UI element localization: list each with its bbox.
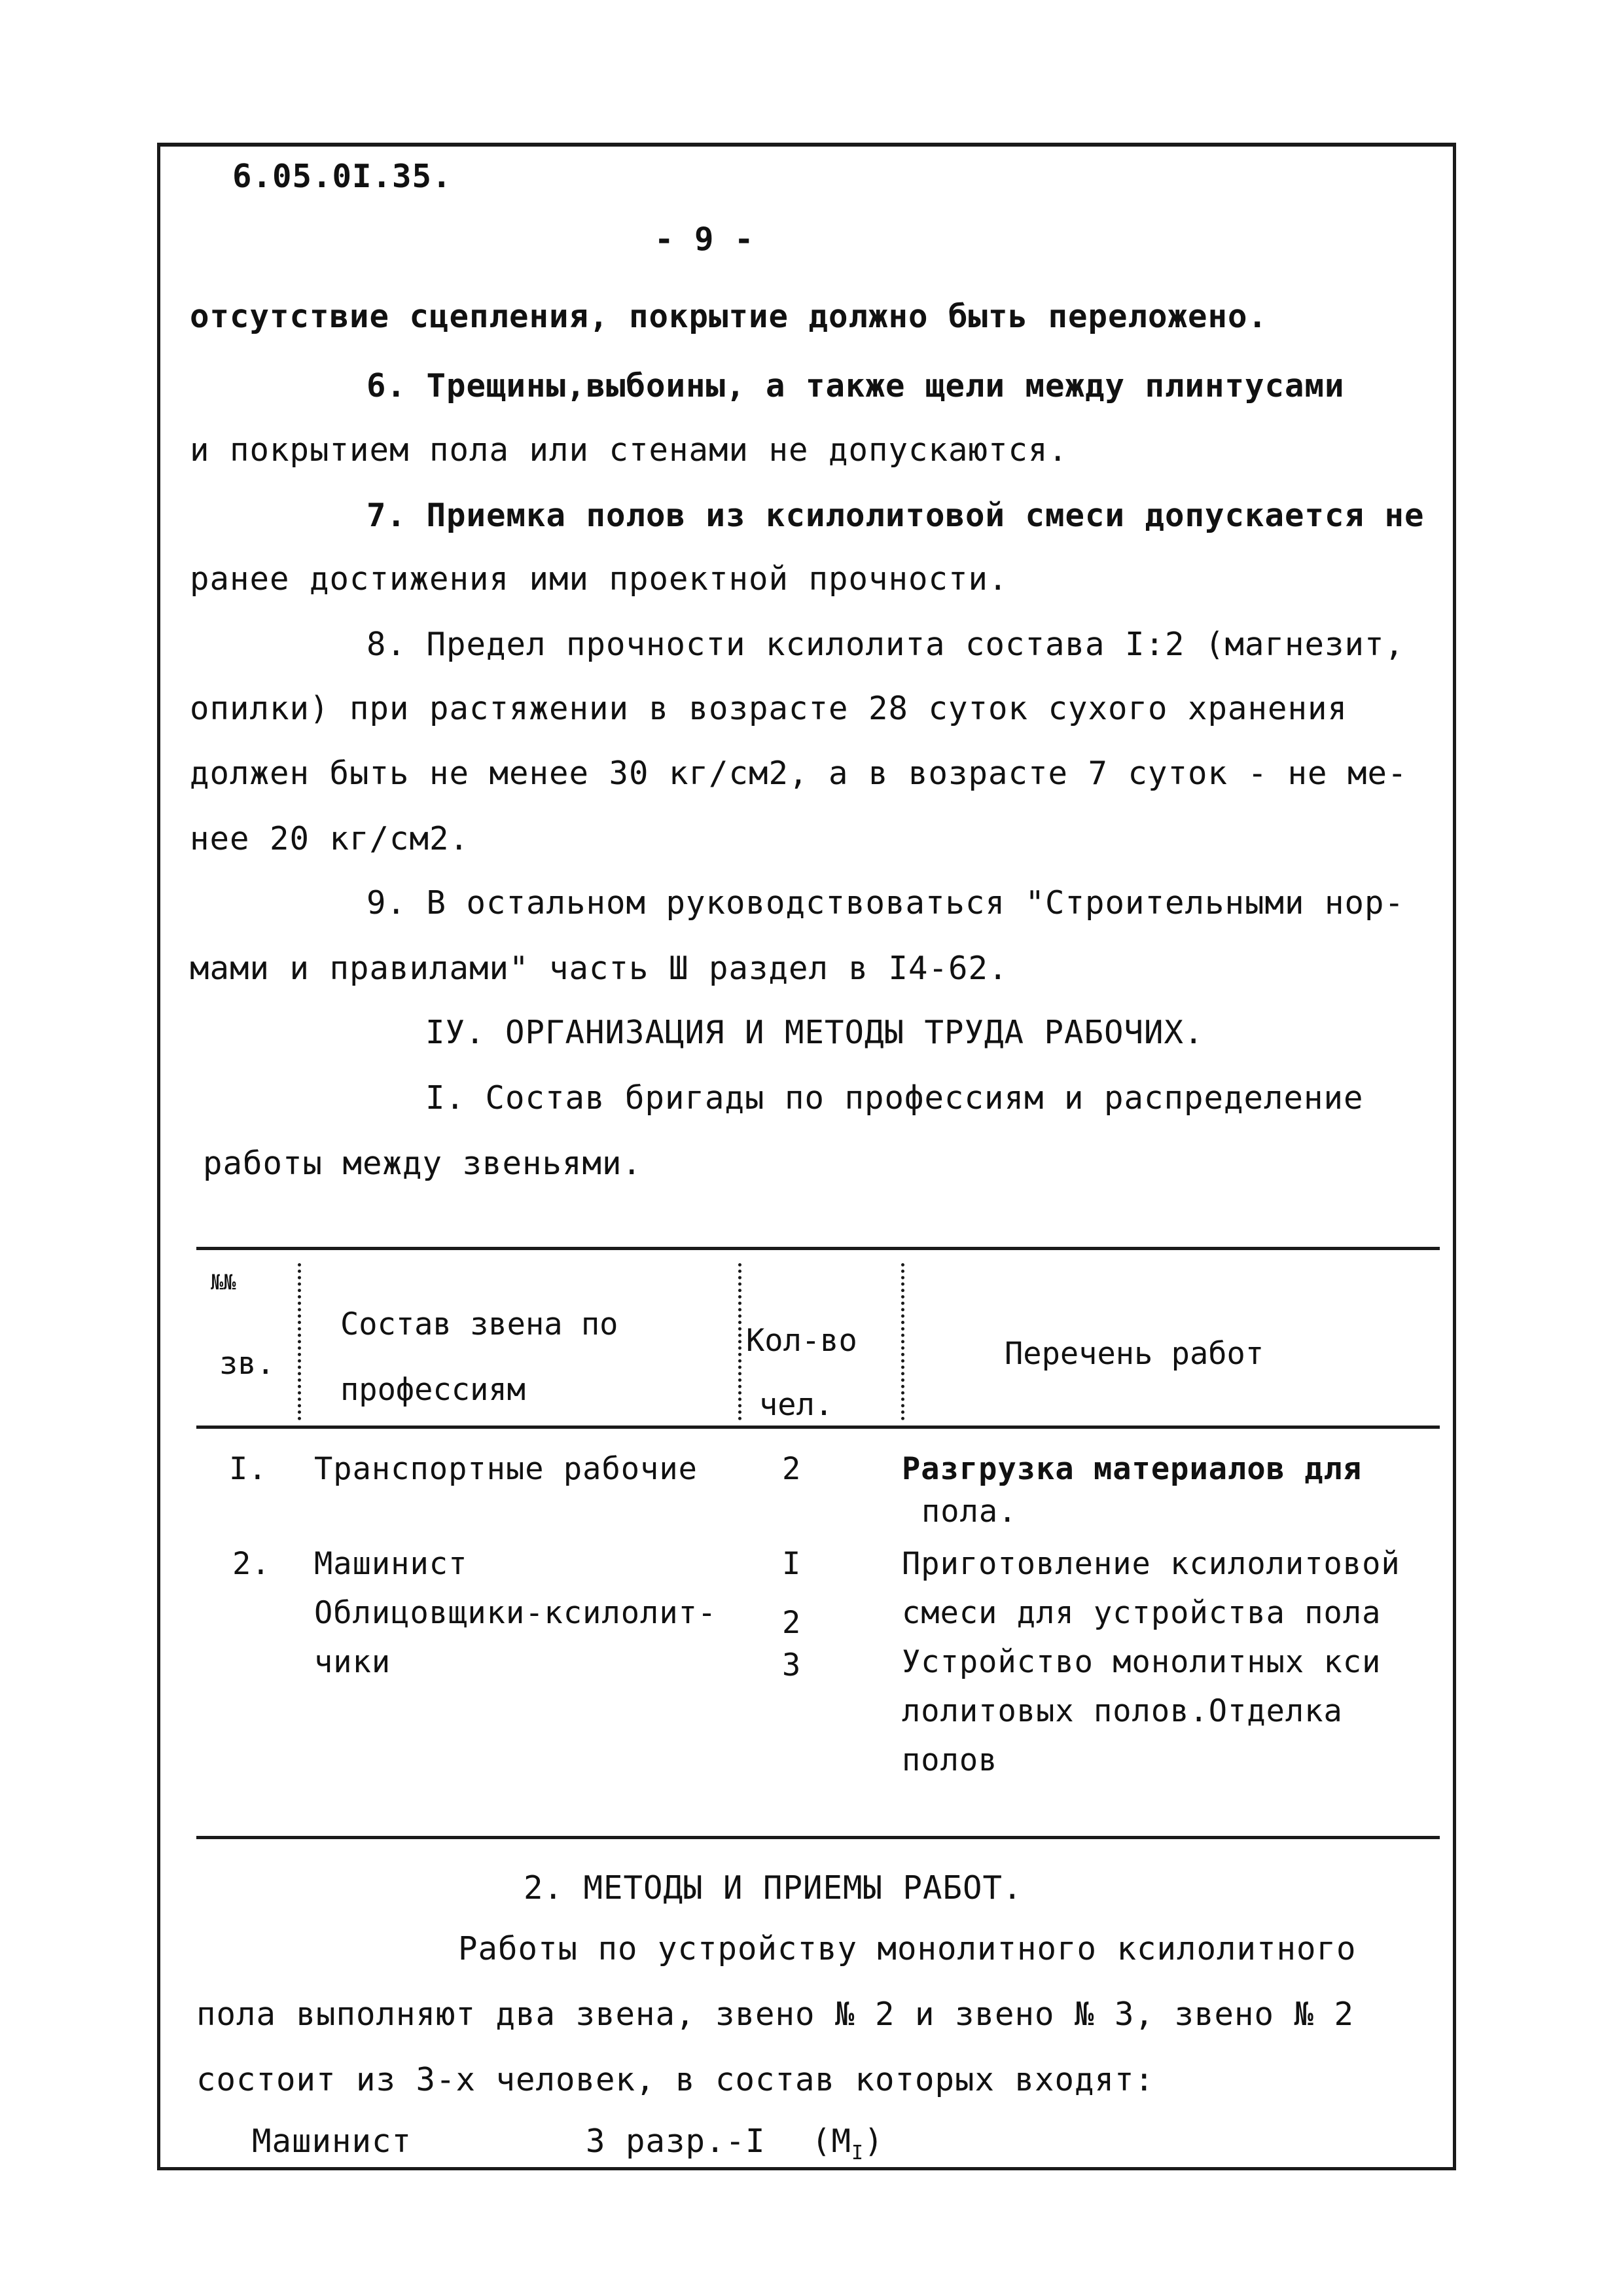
text-line: Машинист bbox=[252, 2123, 412, 2160]
table-cell-quantity: 2 bbox=[782, 1605, 802, 1641]
header-quantity: чел. bbox=[759, 1387, 834, 1423]
table-top-rule bbox=[196, 1247, 1440, 1250]
section-heading: IУ. ОРГАНИЗАЦИЯ И МЕТОДЫ ТРУДА РАБОЧИХ. bbox=[425, 1014, 1204, 1051]
table-cell-composition: Транспортные рабочие bbox=[314, 1451, 698, 1487]
header-number: №№ bbox=[211, 1270, 236, 1295]
table-cell-works: смеси для устройства пола bbox=[902, 1595, 1382, 1631]
text-line: должен быть не менее 30 кг/см2, а в возрасте 7 суток - не ме- bbox=[190, 755, 1408, 792]
worker-symbol bbox=[812, 2122, 884, 2173]
header-quantity: Кол-во bbox=[746, 1323, 857, 1359]
text-line: Работы по устройству монолитного ксилолитного bbox=[458, 1930, 1357, 1967]
table-cell-works: Устройство монолитных кси bbox=[902, 1644, 1382, 1680]
text-line: 8. Предел прочности ксилолита состава I:2 (магнезит, bbox=[366, 626, 1405, 663]
symbol-close: ) bbox=[864, 2123, 884, 2160]
text-line: 7. Приемка полов из ксилолитовой смеси допускается не bbox=[366, 497, 1425, 534]
table-cell-works: лолитовых полов.Отделка bbox=[902, 1693, 1343, 1729]
text-line: отсутствие сцепления, покрытие должно быть переложено. bbox=[190, 298, 1268, 335]
text-line: I. Состав бригады по профессиям и распределение bbox=[425, 1079, 1364, 1117]
column-divider bbox=[901, 1263, 904, 1420]
table-cell-works: Приготовление ксилолитовой bbox=[902, 1546, 1400, 1582]
header-composition: Состав звена по bbox=[340, 1306, 618, 1342]
text-line: работы между звеньями. bbox=[203, 1145, 643, 1182]
table-cell-works: полов bbox=[902, 1742, 998, 1778]
text-line: мами и правилами" часть Ш раздел в I4-62. bbox=[190, 950, 1008, 987]
text-line: ранее достижения ими проектной прочности. bbox=[190, 560, 1008, 598]
text-line: пола выполняют два звена, звено № 2 и звено № 3, звено № 2 bbox=[196, 1996, 1355, 2033]
table-cell-quantity: I bbox=[782, 1546, 802, 1582]
table-cell-works: Разгрузка материалов для bbox=[902, 1451, 1363, 1487]
text-line: 3 разр.-I bbox=[586, 2123, 766, 2160]
symbol-letter: (M bbox=[812, 2123, 852, 2160]
text-line: нее 20 кг/см2. bbox=[190, 820, 470, 857]
table-bottom-rule bbox=[196, 1836, 1440, 1839]
header-composition: профессиям bbox=[340, 1372, 526, 1408]
table-cell-works: пола. bbox=[921, 1494, 1018, 1530]
table-cell-composition: чики bbox=[314, 1644, 391, 1680]
text-line: 6. Трещины,выбоины, а также щели между плинтусами bbox=[366, 367, 1345, 404]
table-cell-quantity: 3 bbox=[782, 1647, 802, 1683]
page-number: - 9 - bbox=[654, 221, 755, 258]
column-divider bbox=[298, 1263, 301, 1420]
table-cell-number: 2. bbox=[232, 1546, 271, 1582]
text-line: 9. В остальном руководствоваться "Строительными нор- bbox=[366, 884, 1405, 922]
symbol-subscript: I bbox=[851, 2141, 865, 2164]
table-cell-composition: Машинист bbox=[314, 1546, 468, 1582]
table-header-rule bbox=[196, 1426, 1440, 1429]
text-line: и покрытием пола или стенами не допускаются. bbox=[190, 431, 1069, 469]
table-cell-number: I. bbox=[229, 1451, 268, 1487]
document-code: 6.05.0I.35. bbox=[232, 158, 452, 195]
methods-heading: 2. МЕТОДЫ И ПРИЕМЫ РАБОТ. bbox=[524, 1869, 1023, 1907]
header-works: Перечень работ bbox=[1005, 1336, 1264, 1372]
table-cell-quantity: 2 bbox=[782, 1451, 802, 1487]
table-cell-composition: Облицовщики-ксилолит- bbox=[314, 1595, 717, 1631]
column-divider bbox=[738, 1263, 741, 1420]
text-line: состоит из 3-х человек, в состав которых входят: bbox=[196, 2061, 1155, 2098]
text-line: опилки) при растяжении в возрасте 28 суток сухого хранения bbox=[190, 690, 1348, 727]
header-number: зв. bbox=[219, 1346, 275, 1382]
